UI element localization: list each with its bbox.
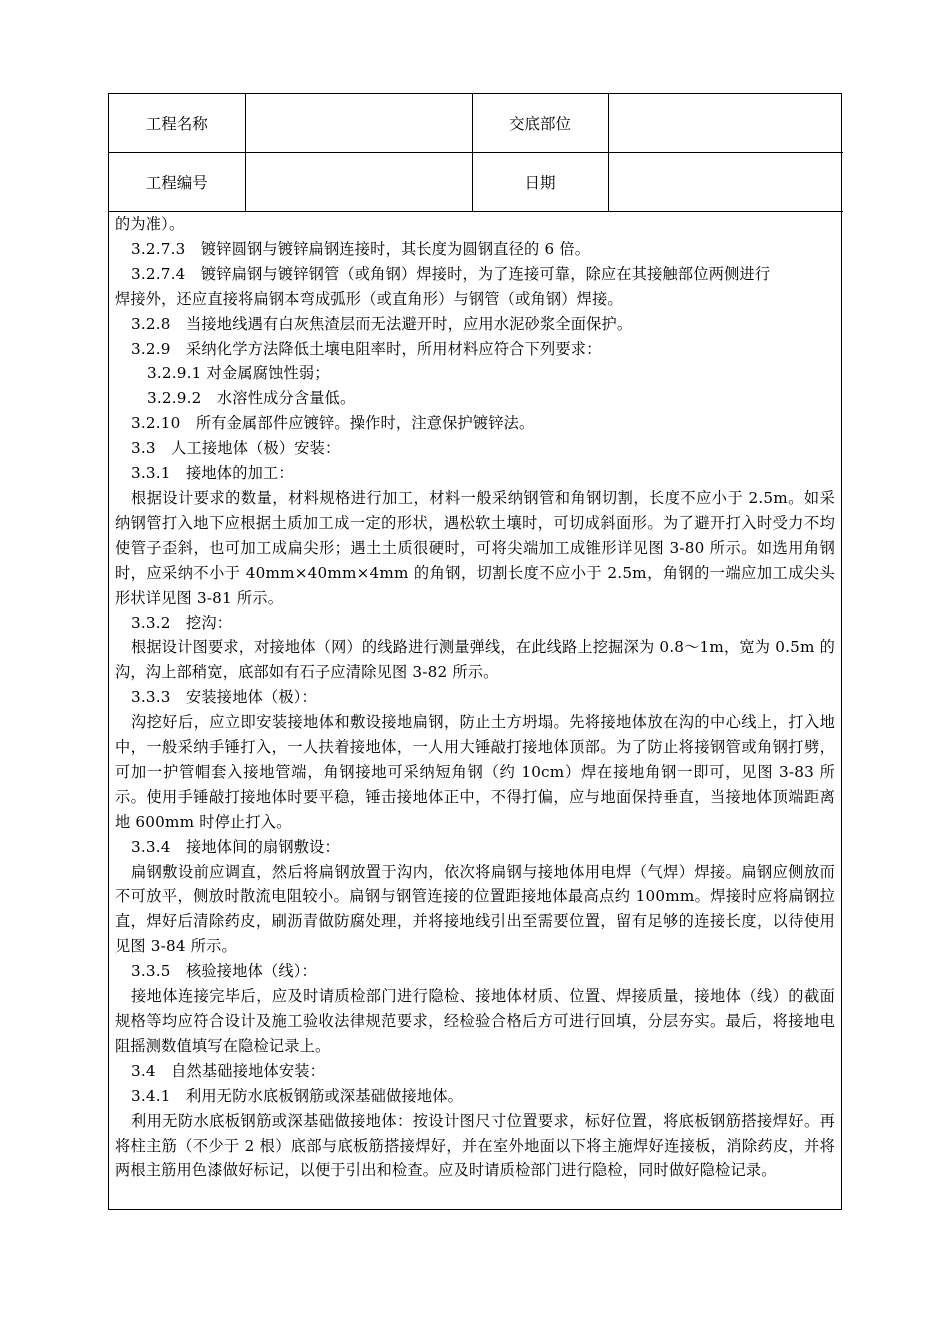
project-no-value[interactable] bbox=[245, 153, 472, 212]
body-line: 3.2.8 当接地线遇有白灰焦渣层而无法避开时，应用水泥砂浆全面保护。 bbox=[131, 314, 633, 333]
body-line: 3.3.5 核验接地体（线）： bbox=[131, 962, 317, 981]
date-value[interactable] bbox=[608, 153, 843, 212]
body-paragraph: 根据设计图要求，对接地体（网）的线路进行测量弹线，在此线路上挖掘深为 0.8～1m，宽为 0.5m 的沟，沟上部稍宽，底部如有石子应清除见图 3-82 所示。 bbox=[115, 638, 835, 682]
body-line: 3.3 人工接地体（极）安装： bbox=[131, 439, 341, 458]
location-label: 交底部位 bbox=[472, 94, 608, 153]
disclosure-sheet bbox=[108, 93, 842, 1210]
body-line: 3.3.2 挖沟： bbox=[131, 613, 233, 632]
body-line: 3.2.7.4 镀锌扁钢与镀锌钢管（或角钢）焊接时，为了连接可靠，除应在其接触部位两侧进行 bbox=[131, 264, 771, 283]
body-paragraph: 沟挖好后，应立即安装接地体和敷设接地扁钢，防止土方坍塌。先将接地体放在沟的中心线上，打入地中，一般采纳手锤打入，一人扶着接地体，一人用大锤敲打接地体顶部。为了防止将接钢管或角钢打劈，可加一护管帽套入接地管端，角钢接地可采纳短角钢（约 10cm）焊在接地角钢一即可，见图 3-83 所示。使用手锤敲打接地体时要平稳，锤击接地体正中，不得打偏，应与地面保持垂直，当接地体顶端距离地 600mm 时停止打入。 bbox=[115, 713, 835, 831]
body-line: 3.3.3 安装接地体（极）： bbox=[131, 688, 317, 707]
document-body bbox=[109, 212, 841, 1183]
header-table bbox=[109, 94, 843, 212]
body-line: 3.2.9.1 对金属腐蚀性弱； bbox=[147, 364, 330, 383]
body-line: 3.2.9.2 水溶性成分含量低。 bbox=[147, 389, 356, 408]
body-line: 3.4 自然基础接地体安装： bbox=[131, 1061, 326, 1080]
body-paragraph: 根据设计要求的数量，材料规格进行加工，材料一般采纳钢管和角钢切割，长度不应小于 2.5m。如采纳钢管打入地下应根据土质加工成一定的形状，遇松软土壤时，可切成斜面形。为了避开打入时受力不均使管子歪斜，也可加工成扁尖形；遇土土质很硬时，可将尖端加工成锥形详见图 3-80 所示。如选用角钢时，应采纳不小于 40mm×40mm×4mm 的角钢，切割长度不应小于 2.5m，角钢的一端应加工成尖头形状详见图 3-81 所示。 bbox=[115, 488, 835, 607]
body-line: 3.3.1 接地体的加工： bbox=[131, 464, 294, 483]
body-line: 3.3.4 接地体间的扇钢敷设： bbox=[131, 837, 340, 856]
body-paragraph: 扁钢敷设前应调直，然后将扁钢放置于沟内，依次将扁钢与接地体用电焊（气焊）焊接。扁钢应侧放而不可放平，侧放时散流电阻较小。扁钢与钢管连接的位置距接地体最高点约 100mm。焊接时应将扁钢拉直，焊好后清除药皮，刷沥青做防腐处理，并将接地线引出至需要位置，留有足够的连接长度，以待使用见图 3-84 所示。 bbox=[115, 862, 835, 956]
project-name-label: 工程名称 bbox=[109, 94, 245, 153]
body-line: 3.2.7.3 镀锌圆钢与镀锌扁钢连接时，其长度为圆钢直径的 6 倍。 bbox=[131, 239, 591, 258]
body-paragraph: 接地体连接完毕后，应及时请质检部门进行隐检、接地体材质、位置、焊接质量，接地体（线）的截面规格等均应符合设计及施工验收法律规范要求，经检验合格后方可进行回填，分层夯实。最后，将接地电阻摇测数值填写在隐检记录上。 bbox=[115, 987, 835, 1055]
body-line: 3.4.1 利用无防水底板钢筋或深基础做接地体。 bbox=[131, 1086, 464, 1105]
date-label: 日期 bbox=[472, 153, 608, 212]
location-value[interactable] bbox=[608, 94, 843, 153]
body-line: 3.2.9 采纳化学方法降低土壤电阻率时，所用材料应符合下列要求： bbox=[131, 339, 602, 358]
body-paragraph: 利用无防水底板钢筋或深基础做接地体：按设计图尺寸位置要求，标好位置，将底板钢筋搭接焊好。再将柱主筋（不少于 2 根）底部与底板筋搭接焊好，并在室外地面以下将主施焊好连接板，消除药皮，并将两根主筋用色漆做好标记，以便于引出和检查。应及时请质检部门进行隐检，同时做好隐检记录。 bbox=[115, 1111, 835, 1180]
body-line: 焊接外，还应直接将扁钢本弯成弧形（或直角形）与钢管（或角钢）焊接。 bbox=[115, 289, 623, 308]
body-line: 的为准）。 bbox=[115, 215, 185, 233]
project-no-label: 工程编号 bbox=[109, 153, 245, 212]
body-line: 3.2.10 所有金属部件应镀锌。操作时，注意保护镀锌法。 bbox=[131, 414, 535, 433]
project-name-value[interactable] bbox=[245, 94, 472, 153]
